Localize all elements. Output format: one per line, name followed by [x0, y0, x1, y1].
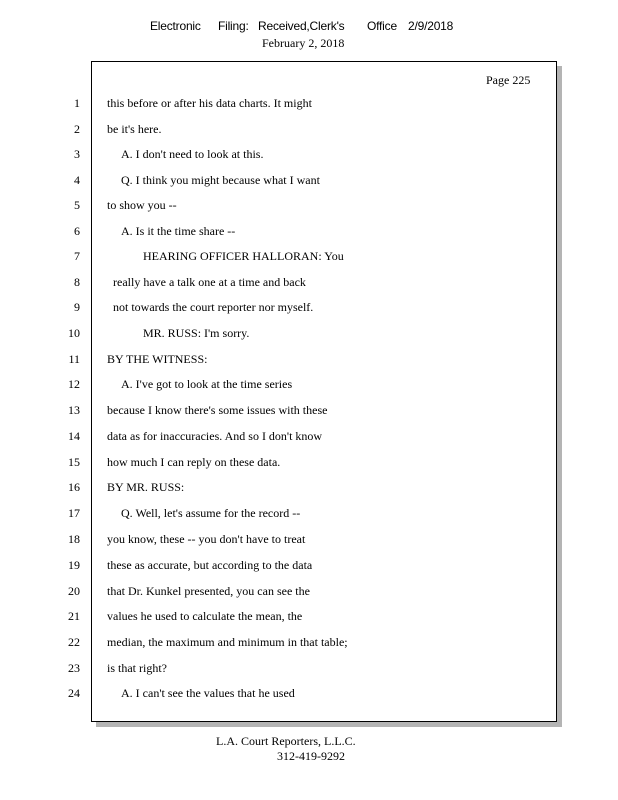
- line-number: 6: [74, 224, 80, 238]
- filing-word-filing: Filing:: [218, 19, 249, 33]
- line-number: 11: [68, 352, 80, 366]
- line-number: 4: [74, 173, 80, 187]
- reporter-phone: 312-419-9292: [277, 749, 345, 763]
- line-number: 12: [68, 377, 80, 391]
- transcript-line: HEARING OFFICER HALLORAN: You: [143, 249, 344, 263]
- transcript-line: Q. Well, let's assume for the record --: [121, 506, 301, 520]
- transcript-line: median, the maximum and minimum in that table;: [107, 635, 348, 649]
- transcript-line: this before or after his data charts. It might: [107, 96, 312, 110]
- transcript-line: MR. RUSS: I'm sorry.: [143, 326, 250, 340]
- transcript-line: is that right?: [107, 661, 167, 675]
- line-number: 9: [74, 300, 80, 314]
- filing-word-electronic: Electronic: [150, 19, 201, 33]
- filing-received-date: 2/9/2018: [408, 19, 454, 33]
- transcript-line: values he used to calculate the mean, the: [107, 609, 303, 623]
- transcript-line: A. I've got to look at the time series: [121, 377, 293, 391]
- transcript-line: not towards the court reporter nor myself.: [113, 300, 314, 314]
- line-number: 13: [68, 403, 80, 417]
- transcript-line: BY THE WITNESS:: [107, 352, 208, 366]
- transcript-line: these as accurate, but according to the data: [107, 558, 313, 572]
- page-number: Page 225: [486, 73, 531, 87]
- transcript-line: Q. I think you might because what I want: [121, 173, 320, 187]
- transcript-line: A. Is it the time share --: [121, 224, 236, 238]
- transcript-line: A. I don't need to look at this.: [121, 147, 264, 161]
- transcript-line: be it's here.: [107, 122, 162, 136]
- transcript-line: really have a talk one at a time and back: [113, 275, 306, 289]
- filing-word-received: Received,Clerk's: [258, 19, 345, 33]
- line-number: 7: [74, 249, 80, 263]
- line-number: 23: [68, 661, 80, 675]
- line-number: 17: [68, 506, 80, 520]
- line-number: 3: [74, 147, 80, 161]
- line-number: 2: [74, 122, 80, 136]
- line-number: 1: [74, 96, 80, 110]
- transcript-line: because I know there's some issues with these: [107, 403, 328, 417]
- transcript-date: February 2, 2018: [262, 36, 345, 50]
- filing-stamp: [0, 19, 618, 37]
- line-number: 19: [68, 558, 80, 572]
- line-number: 18: [68, 532, 80, 546]
- line-number: 8: [74, 275, 80, 289]
- line-number: 16: [68, 480, 80, 494]
- transcript-line: that Dr. Kunkel presented, you can see the: [107, 584, 310, 598]
- transcript-line: you know, these -- you don't have to treat: [107, 532, 306, 546]
- line-number: 22: [68, 635, 80, 649]
- transcript-line: how much I can reply on these data.: [107, 455, 281, 469]
- line-number: 21: [68, 609, 80, 623]
- filing-word-office: Office: [367, 19, 397, 33]
- line-number: 15: [68, 455, 80, 469]
- transcript-line: BY MR. RUSS:: [107, 480, 185, 494]
- line-number: 20: [68, 584, 80, 598]
- transcript-line: A. I can't see the values that he used: [121, 686, 295, 700]
- line-number: 5: [74, 198, 80, 212]
- transcript-line: to show you --: [107, 198, 177, 212]
- line-number: 14: [68, 429, 80, 443]
- transcript-line: data as for inaccuracies. And so I don't know: [107, 429, 323, 443]
- line-number: 24: [68, 686, 80, 700]
- reporter-company: L.A. Court Reporters, L.L.C.: [216, 734, 356, 748]
- line-number: 10: [68, 326, 80, 340]
